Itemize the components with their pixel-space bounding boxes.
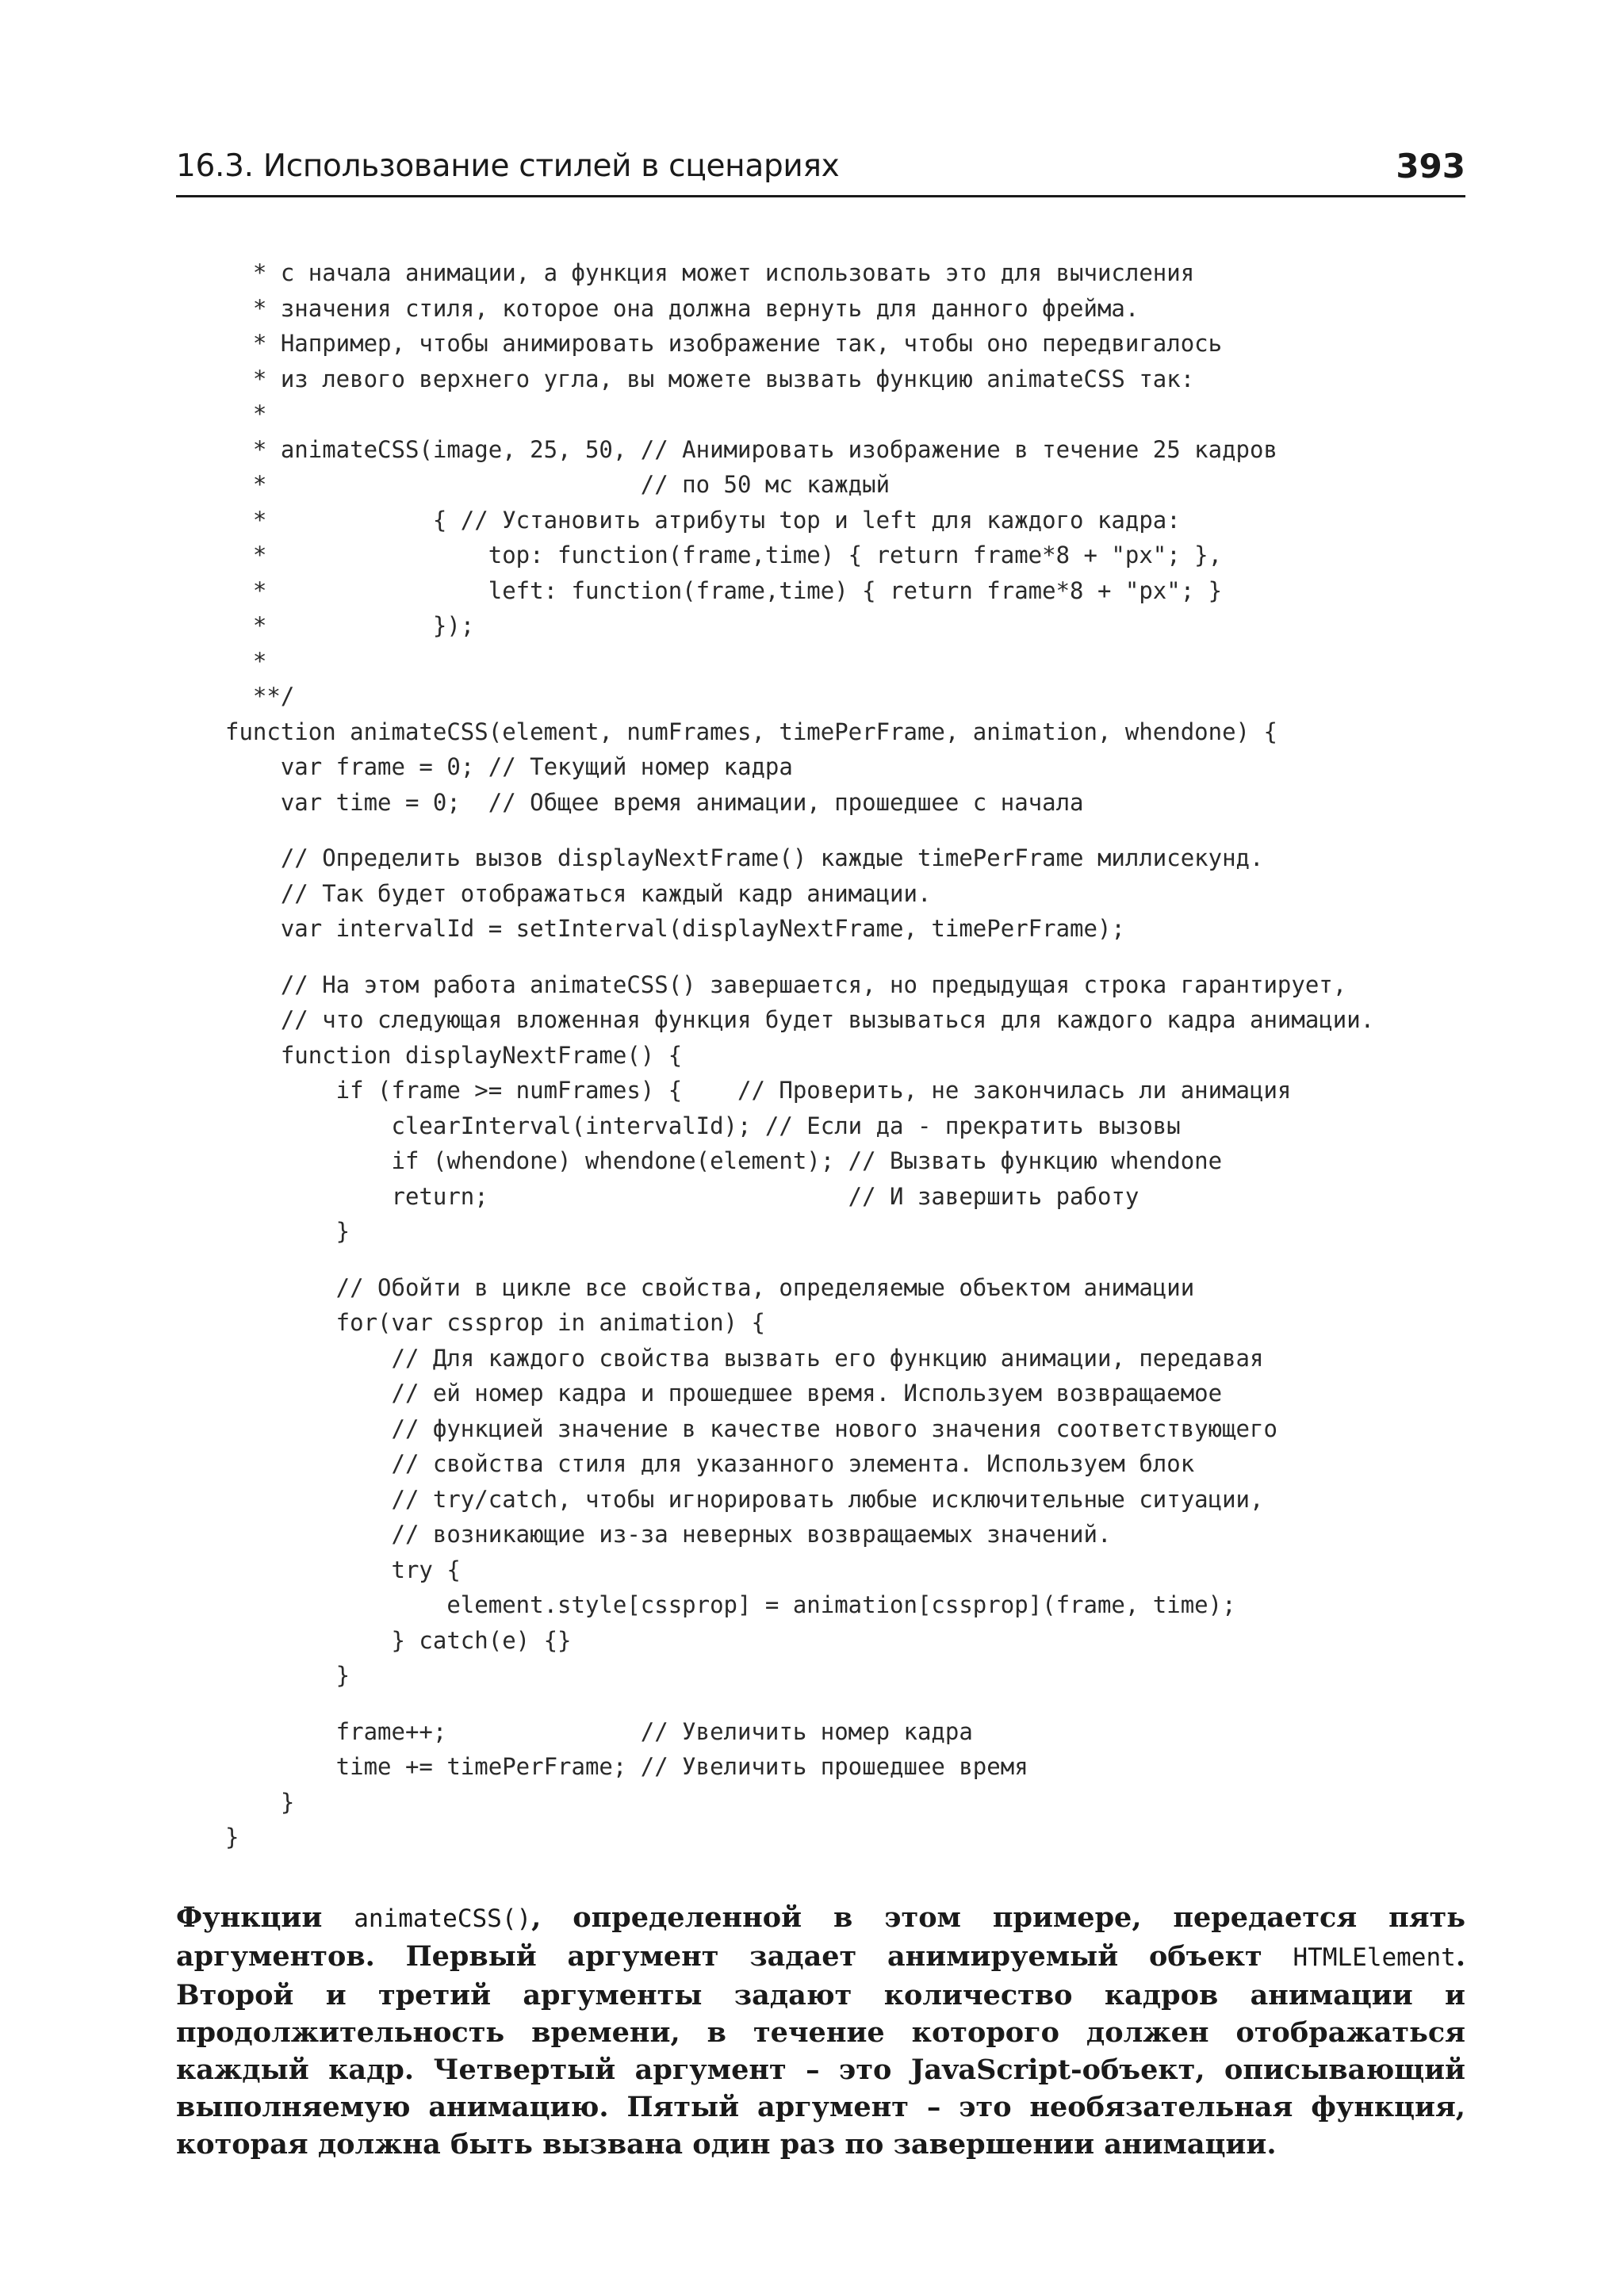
code-line: frame++; // Увеличить номер кадра [225, 1717, 973, 1745]
code-line: var time = 0; // Общее время анимации, прошедшее с начала [225, 788, 1084, 816]
body-paragraph [176, 1899, 1465, 2163]
code-line: if (frame >= numFrames) { // Проверить, не закончилась ли анимация [225, 1077, 1292, 1104]
code-line: * Например, чтобы анимировать изображение так, чтобы оно передвигалось [225, 330, 1223, 357]
page-number: 393 [1396, 147, 1465, 186]
code-line: * left: function(frame,time) { return frame*8 + "px"; } [225, 576, 1223, 604]
code-line: // Для каждого свойства вызвать его функцию анимации, передавая [225, 1344, 1264, 1372]
code-line: // что следующая вложенная функция будет вызываться для каждого кадра анимации. [225, 1006, 1375, 1033]
code-line: for(var cssprop in animation) { [225, 1309, 765, 1336]
code-line: // На этом работа animateCSS() завершается, но предыдущая строка гарантирует, [225, 970, 1347, 998]
code-line: } [225, 1218, 350, 1245]
code-line: try { [225, 1556, 461, 1583]
paragraph-text: , определенной в этом примере, передается пять аргументов. Первый аргумент задает анимируемый объект [176, 1901, 1466, 1973]
inline-code: HTMLElement [1293, 1943, 1456, 1972]
inline-code: animateCSS() [354, 1904, 532, 1933]
code-line: // свойства стиля для указанного элемента. Используем блок [225, 1450, 1195, 1477]
code-line: **/ [225, 683, 295, 710]
section-title: 16.3. Использование стилей в сценариях [176, 148, 840, 184]
code-line: function animateCSS(element, numFrames, timePerFrame, animation, whendone) { [225, 718, 1277, 745]
code-line: } [225, 1788, 295, 1816]
code-line: * значения стиля, которое она должна вернуть для данного фрейма. [225, 294, 1139, 322]
code-line: * [225, 400, 267, 427]
code-line: // Определить вызов displayNextFrame() каждые timePerFrame миллисекунд. [225, 844, 1264, 871]
code-line: time += timePerFrame; // Увеличить прошедшее время [225, 1753, 1028, 1780]
code-line: // возникающие из-за неверных возвращаемых значений. [225, 1521, 1112, 1548]
code-line: * }); [225, 612, 475, 639]
code-line: * top: function(frame,time) { return frame*8 + "px"; }, [225, 542, 1223, 568]
code-line: * из левого верхнего угла, вы можете вызвать функцию animateCSS так: [225, 365, 1195, 392]
paragraph-text: . Второй и третий аргументы задают количество кадров анимации и продолжительность времени, в течение которого должен отображаться каждый кадр. Четвертый аргумент – это JavaScript-объект, описывающий выполняемую анимацию. Пятый аргумент – это необязательная функция, которая должна быть вызвана один раз по завершении анимации. [176, 1940, 1465, 2161]
code-line: } [225, 1662, 350, 1689]
code-line: } [225, 1824, 239, 1851]
code-line: element.style[cssprop] = animation[cssprop](frame, time); [225, 1591, 1236, 1618]
code-line: // Обойти в цикле все свойства, определяемые объектом анимации [225, 1273, 1195, 1301]
code-line: * { // Установить атрибуты top и left для каждого кадра: [225, 506, 1181, 534]
code-line: * animateCSS(image, 25, 50, // Анимировать изображение в течение 25 кадров [225, 435, 1277, 463]
code-line: * // по 50 мс каждый [225, 471, 891, 498]
code-line: var frame = 0; // Текущий номер кадра [225, 753, 793, 780]
paragraph-text: Функции [176, 1901, 354, 1934]
code-line: // ей номер кадра и прошедшее время. Используем возвращаемое [225, 1380, 1223, 1407]
code-line: * [225, 647, 267, 675]
code-line: function displayNextFrame() { [225, 1041, 683, 1069]
running-header [176, 147, 1465, 197]
code-line: return; // И завершить работу [225, 1182, 1139, 1210]
code-line: // функцией значение в качестве нового значения соответствующего [225, 1414, 1277, 1442]
code-line: // try/catch, чтобы игнорировать любые исключительные ситуации, [225, 1485, 1264, 1513]
code-listing [225, 255, 1465, 1855]
code-line: var intervalId = setInterval(displayNextFrame, timePerFrame); [225, 915, 1125, 942]
code-line: * с начала анимации, а функция может использовать это для вычисления [225, 259, 1195, 286]
code-line: clearInterval(intervalId); // Если да - прекратить вызовы [225, 1112, 1181, 1139]
code-line: } catch(e) {} [225, 1626, 572, 1654]
code-line: // Так будет отображаться каждый кадр анимации. [225, 879, 932, 907]
code-line: if (whendone) whendone(element); // Вызвать функцию whendone [225, 1147, 1223, 1174]
